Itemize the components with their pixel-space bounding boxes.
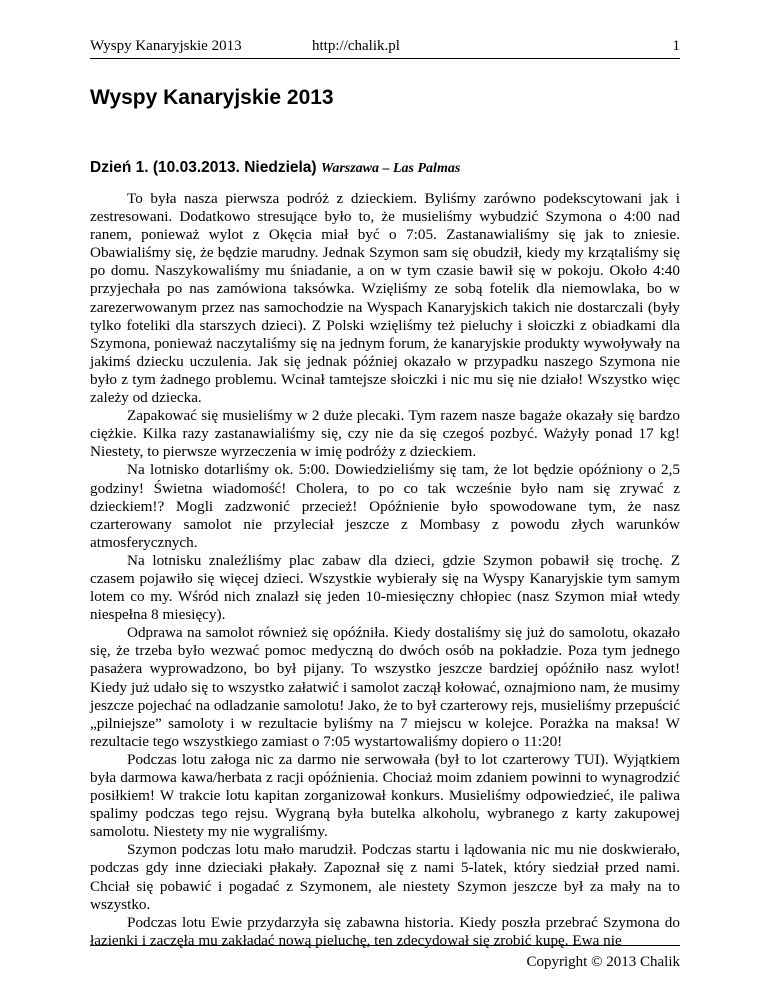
header-page-number: 1	[672, 38, 680, 54]
paragraph: Podczas lotu załoga nic za darmo nie serwowała (był to lot czarterowy TUI). Wyjątkiem była darmowa kawa/herbata z racji opóźnienia. Chociaż moim zdaniem powinni to wynagrodzić posiłkiem! W trakcie lotu kapitan zorganizował konkurs. Musieliśmy odpowiedzieć, ile paliwa spalimy podczas tego rejsu. Wygraną była butelka alkoholu, wybranego z karty zakupowej samolotu. Niestety my nie wygraliśmy.	[90, 750, 680, 841]
paragraph: To była nasza pierwsza podróż z dzieckiem. Byliśmy zarówno podekscytowani jak i zestresowani. Dodatkowo stresujące było to, że musieliśmy wybudzić Szymona o 4:00 nad ranem, ponieważ wylot z Okęcia miał być o 7:05. Zastanawialiśmy się jak to zniesie. Obawialiśmy się, że będzie marudny. Jednak Szymon sam się obudził, kiedy my krzątaliśmy się po domu. Naszykowaliśmy mu śniadanie, a on w tym czasie bawił się w pokoju. Około 4:40 przyjechała po nas zamówiona taksówka. Wzięliśmy ze sobą fotelik dla niemowlaka, bo w zarezerwowanym przez nas samochodzie na Wyspach Kanaryjskich takich nie dostarczali (były tylko foteliki dla starszych dzieci). Z Polski wzięliśmy też pieluchy i słoiczki z obiadkami dla Szymona, ponieważ naczytaliśmy się na jednym forum, że kanaryjskie produkty wywoływały na jakimś dziecku uczulenia. Jak się jednak później okazało w przypadku naszego Szymona nie było z tym żadnego problemu. Wcinał tamtejsze słoiczki i nic mu się nie działo! Wszystko więc zależy od dziecka.	[90, 190, 680, 407]
day-heading-text: Dzień 1. (10.03.2013. Niedziela)	[90, 159, 317, 176]
day-heading	[90, 159, 460, 177]
paragraph: Zapakować się musieliśmy w 2 duże plecaki. Tym razem nasze bagaże okazały się bardzo ciężkie. Kilka razy zastanawialiśmy się, czy nie da się czegoś pozbyć. Ważyły ponad 17 kg! Niestety, to pierwsze wyrzeczenia w imię podróży z dzieckiem.	[90, 407, 680, 461]
document-title: Wyspy Kanaryjskie 2013	[90, 86, 334, 109]
paragraph: Odprawa na samolot również się opóźniła. Kiedy dostaliśmy się już do samolotu, okazało się, że trzeba było wezwać pomoc medyczną do dwóch osób na pokładzie. Poza tym jednego pasażera wyprowadzono, bo był pijany. To wszystko jeszcze bardziej opóźniło nasz wylot! Kiedy już udało się to wszystko załatwić i samolot zaczął kołować, oznajmiono nam, że musimy jeszcze pojechać na odladzanie samolotu! Jako, że to był czarterowy rejs, musieliśmy przepuścić „pilniejsze” samoloty i w rezultacie byliśmy na 7 miejscu w kolejce. Porażka na maksa! W rezultacie tego wszystkiego zamiast o 7:05 wystartowaliśmy dopiero o 11:20!	[90, 624, 680, 750]
paragraph: Na lotnisko dotarliśmy ok. 5:00. Dowiedzieliśmy się tam, że lot będzie opóźniony o 2,5 godziny! Świetna wiadomość! Cholera, to po co tak wcześnie było nam się zrywać z dzieckiem!? Mogli zadzwonić przecież! Opóźnienie było spowodowane tym, że nasz czarterowany samolot nie przyleciał jeszcze z Mombasy z powodu złych warunków atmosferycznych.	[90, 461, 680, 551]
header-url: http://chalik.pl	[312, 38, 400, 54]
paragraph: Szymon podczas lotu mało marudził. Podczas startu i lądowania nic mu nie doskwierało, podczas gdy inne dzieciaki płakały. Zapoznał się z nami 5-latek, który siedział przed nami. Chciał się pobawić i pogadać z Szymonem, ale niestety Szymon jeszcze był za mały na to wszystko.	[90, 841, 680, 913]
header-title: Wyspy Kanaryjskie 2013	[90, 38, 242, 54]
paragraph: Na lotnisku znaleźliśmy plac zabaw dla dzieci, gdzie Szymon pobawił się trochę. Z czasem pojawiło się więcej dzieci. Wszystkie wybierały się na Wyspy Kanaryjskie tym samym lotem co my. Wśród nich znalazł się jeden 10-miesięczny chłopiec (nasz Szymon miał wtedy niespełna 8 miesięcy).	[90, 551, 680, 624]
body-text	[90, 190, 680, 950]
footer-copyright: Copyright © 2013 Chalik	[526, 954, 680, 970]
paragraph: Podczas lotu Ewie przydarzyła się zabawna historia. Kiedy poszła przebrać Szymona do łazienki i zaczęła mu zakładać nową pieluchę, ten zdecydował się zrobić kupę. Ewa nie	[90, 913, 680, 949]
page-header	[90, 38, 680, 59]
day-route: Warszawa – Las Palmas	[320, 161, 461, 176]
page-footer	[90, 945, 680, 971]
